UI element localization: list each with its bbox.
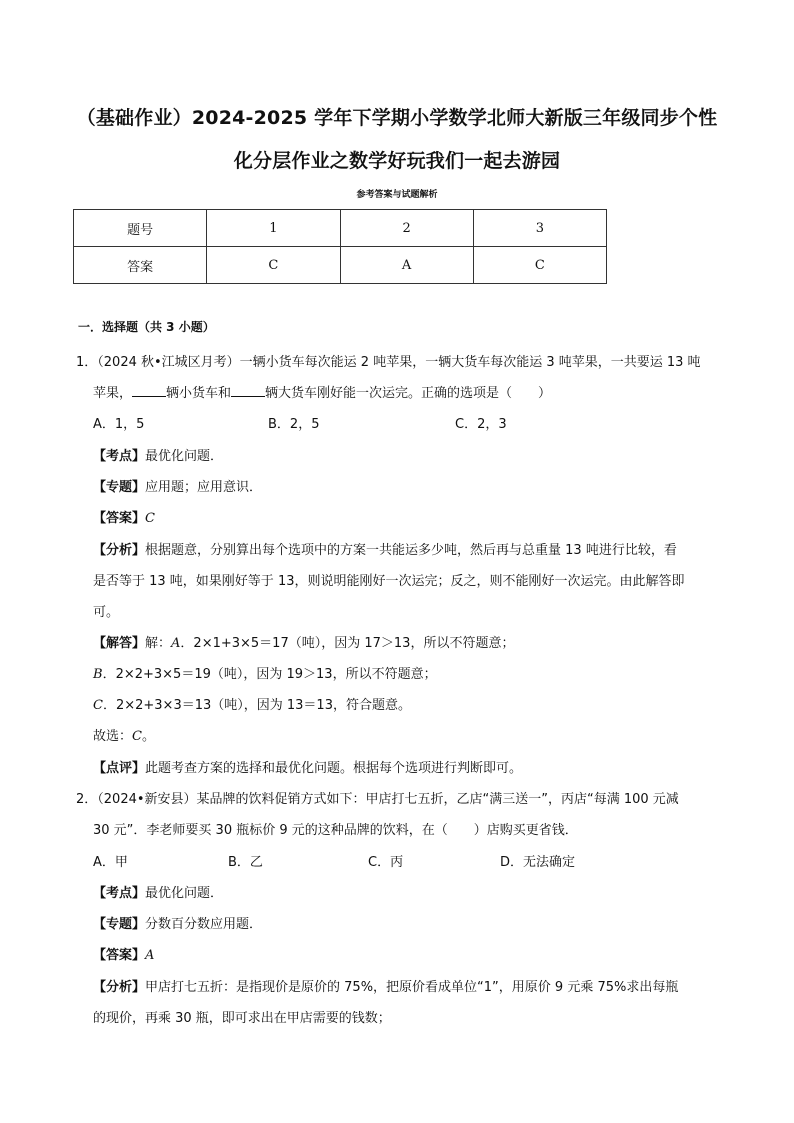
option-letter: B [93, 667, 103, 682]
q1-options [93, 413, 507, 432]
fenxi-text: 根据题意，分别算出每个选项中的方案一共能运多少吨，然后再与总重量 13 吨进行比较，看 [145, 543, 677, 558]
q1-stem-part: 苹果， [93, 386, 133, 401]
document-subtitle: 参考答案与试题解析 [356, 190, 438, 200]
table-cell-number: 2 [340, 210, 473, 247]
q1-fenxi-line-1 [93, 539, 677, 558]
q2-stem-line-2: 30 元”．李老师要买 30 瓶标价 9 元的这种品牌的饮料，在（ ）店购买更省钱． [93, 823, 578, 838]
q1-stem-line-1: 1．（2024 秋•江城区月考）一辆小货车每次能运 2 吨苹果，一辆大货车每次能运 3 吨苹果，一共要运 13 吨 [76, 355, 701, 370]
answer-table [73, 209, 607, 284]
q2-answer [93, 944, 154, 963]
option-letter: C [93, 698, 103, 713]
q1-stem-line-2 [93, 382, 551, 401]
q1-fenxi-line-3: 可。 [93, 605, 120, 620]
q1-jieda-line-2 [93, 663, 437, 682]
fenxi-tag: 【分析】 [93, 543, 146, 558]
fill-blank [231, 384, 265, 397]
q2-fenxi-line-1 [93, 976, 678, 995]
q1-zhuanti [93, 476, 262, 495]
jieda-text: ．2×2+3×5＝19（吨），因为 19＞13，所以不符题意； [102, 667, 437, 682]
answer-tag: 【答案】 [93, 948, 146, 963]
kaodian-tag: 【考点】 [93, 449, 146, 464]
q1-option-a: A．1，5 [93, 417, 145, 432]
q2-zhuanti [93, 913, 262, 932]
q2-options [93, 851, 575, 870]
table-cell-answer: C [473, 247, 606, 284]
q1-jieda-line-1 [93, 632, 514, 651]
answer-table-row-answers [74, 247, 607, 284]
jieda-text: ．2×1+3×5＝17（吨），因为 17＞13，所以不符题意； [180, 636, 515, 651]
section-heading: 一．选择题（共 3 小题） [78, 320, 215, 334]
fill-blank [132, 384, 166, 397]
dianping-text: 此题考查方案的选择和最优化问题。根据每个选项进行判断即可。 [145, 761, 523, 776]
q1-kaodian [93, 445, 223, 464]
zhuanti-tag: 【专题】 [93, 917, 146, 932]
table-cell-label: 答案 [74, 247, 207, 284]
answer-text: A [145, 948, 155, 963]
q1-dianping [93, 757, 522, 776]
jieda-text: 解： [145, 636, 172, 651]
q1-fenxi-line-2: 是否等于 13 吨，如果刚好等于 13，则说明能刚好一次运完；反之，则不能刚好一次运完。由此解答即 [93, 574, 685, 589]
guxuan-text: 故选： [93, 729, 133, 744]
q2-kaodian [93, 882, 223, 901]
q1-guxuan [93, 725, 155, 744]
answer-text: C [145, 511, 155, 526]
q2-option-b: B．乙 [228, 855, 263, 870]
jieda-tag: 【解答】 [93, 636, 146, 651]
zhuanti-text: 应用题；应用意识． [145, 480, 263, 495]
table-cell-answer: A [340, 247, 473, 284]
kaodian-text: 最优化问题． [145, 886, 224, 901]
document-title-line-1: （基础作业）2024-2025 学年下学期小学数学北师大新版三年级同步个性 [76, 107, 718, 129]
guxuan-text: 。 [141, 729, 155, 744]
fenxi-tag: 【分析】 [93, 980, 146, 995]
fenxi-text: 甲店打七五折：是指现价是原价的 75%，把原价看成单位“1”，用原价 9 元乘 75%求出每瓶 [145, 980, 679, 995]
q1-option-c: C．2，3 [455, 417, 507, 432]
q1-jieda-line-3 [93, 694, 411, 713]
q2-option-c: C．丙 [368, 855, 404, 870]
answer-tag: 【答案】 [93, 511, 146, 526]
zhuanti-text: 分数百分数应用题． [145, 917, 263, 932]
q1-option-b: B．2，5 [268, 417, 320, 432]
table-cell-answer: C [207, 247, 340, 284]
document-title-line-2: 化分层作业之数学好玩我们一起去游园 [233, 150, 561, 172]
q1-stem-part: 辆大货车刚好能一次运完。正确的选项是（ ） [265, 386, 552, 401]
q2-fenxi-line-2: 的现价，再乘 30 瓶，即可求出在甲店需要的钱数； [93, 1011, 391, 1026]
table-cell-label: 题号 [74, 210, 207, 247]
dianping-tag: 【点评】 [93, 761, 146, 776]
table-cell-number: 1 [207, 210, 340, 247]
q2-option-a: A．甲 [93, 855, 128, 870]
kaodian-text: 最优化问题． [145, 449, 224, 464]
q2-stem-line-1: 2．（2024•新安县）某品牌的饮料促销方式如下：甲店打七五折，乙店“满三送一”，丙店“每满 100 元减 [76, 792, 679, 807]
option-letter: C [132, 729, 142, 744]
option-letter: A [171, 636, 181, 651]
zhuanti-tag: 【专题】 [93, 480, 146, 495]
q1-answer [93, 507, 155, 526]
q2-option-d: D．无法确定 [500, 855, 576, 870]
answer-table-row-numbers [74, 210, 607, 247]
table-cell-number: 3 [473, 210, 606, 247]
kaodian-tag: 【考点】 [93, 886, 146, 901]
jieda-text: ．2×2+3×3＝13（吨），因为 13＝13，符合题意。 [102, 698, 411, 713]
q1-stem-part: 辆小货车和 [166, 386, 232, 401]
